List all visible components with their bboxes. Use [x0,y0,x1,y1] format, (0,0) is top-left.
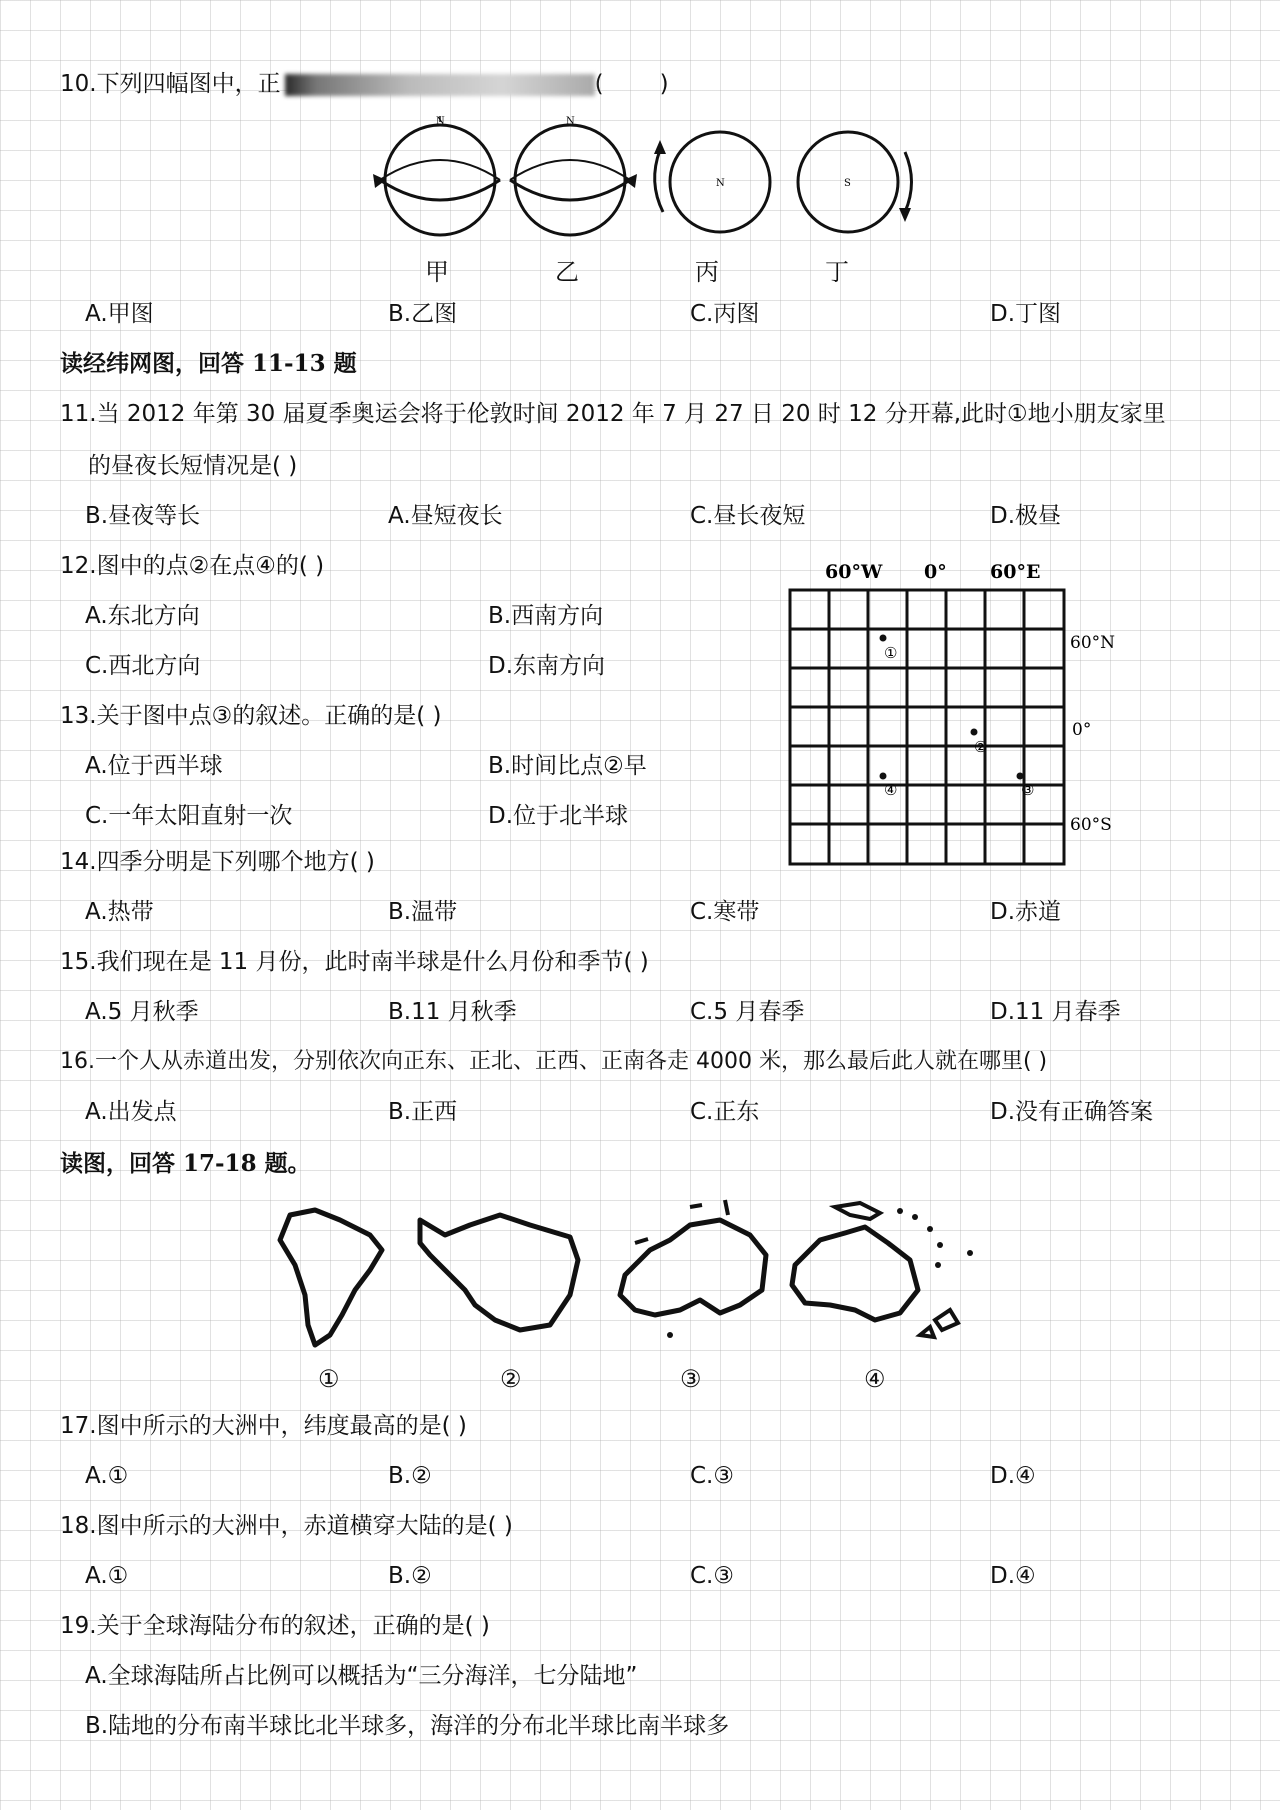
globe-ding-rotation-arrow [905,152,912,212]
continent-label-1: ① [318,1365,340,1393]
q11-option-c[interactable]: C.昼长夜短 [690,503,806,529]
q13-option-a[interactable]: A.位于西半球 [85,753,223,779]
q11-stem-line2: 的昼夜长短情况是( ) [88,453,298,479]
pole-label: S [844,178,851,189]
q10-option-a[interactable]: A.甲图 [85,301,154,327]
q16-option-b[interactable]: B.正西 [388,1099,458,1125]
point-label-4: ④ [884,781,898,799]
section-heading-11-13: 读经纬网图，回答 11-13 题 [60,350,357,377]
globe-jia [385,125,495,235]
globes-figure [370,110,920,250]
continents-figure [270,1195,1010,1355]
q14-stem: 14.四季分明是下列哪个地方( ) [60,849,375,875]
point-label-2: ② [974,738,988,756]
figure-label-yi: 乙 [555,258,579,286]
q15-option-b[interactable]: B.11 月秋季 [388,999,517,1025]
continent-label-4: ④ [864,1365,886,1393]
q13-option-d[interactable]: D.位于北半球 [488,803,629,829]
q14-option-c[interactable]: C.寒带 [690,899,760,925]
pole-label: N [716,178,725,189]
q12-option-a[interactable]: A.东北方向 [85,603,200,629]
continent-label-3: ③ [680,1365,702,1393]
q19-option-a[interactable]: A.全球海陆所占比例可以概括为“三分海洋，七分陆地” [85,1663,638,1689]
q14-option-d[interactable]: D.赤道 [990,899,1062,925]
q10-option-d[interactable]: D.丁图 [990,301,1062,327]
q16-stem: 16.一个人从赤道出发，分别依次向正东、正北、正西、正南各走 4000 米，那么最后此人就在哪里( ) [60,1049,1048,1074]
pole-label: N [566,116,575,127]
point-label-1: ① [884,644,898,662]
q16-option-c[interactable]: C.正东 [690,1099,760,1125]
q10-option-c[interactable]: C.丙图 [690,301,760,327]
continent-1-outline [280,1210,382,1345]
q18-stem: 18.图中所示的大洲中，赤道横穿大陆的是( ) [60,1513,513,1539]
q12-option-d[interactable]: D.东南方向 [488,653,606,679]
globe-yi [515,125,625,235]
q12-stem: 12.图中的点②在点④的( ) [60,553,325,579]
q15-stem: 15.我们现在是 11 月份，此时南半球是什么月份和季节( ) [60,949,649,975]
latitude-label-0: 0° [1072,720,1092,740]
section-heading-17-18: 读图，回答 17-18 题。 [60,1150,311,1177]
q11-stem-line1: 11.当 2012 年第 30 届夏季奥运会将于伦敦时间 2012 年 7 月 27 日 20 时 12 分开幕,此时①地小朋友家里 [60,401,1166,427]
latitude-label-60n: 60°N [1070,633,1116,653]
continent-3-outline [620,1220,766,1315]
q15-option-d[interactable]: D.11 月春季 [990,999,1121,1025]
q18-option-c[interactable]: C.③ [690,1563,734,1589]
q19-option-b[interactable]: B.陆地的分布南半球比北半球多，海洋的分布北半球比南半球多 [85,1713,730,1739]
continent-4-outline [792,1227,918,1320]
q17-option-b[interactable]: B.② [388,1463,432,1489]
q19-stem: 19.关于全球海陆分布的叙述，正确的是( ) [60,1613,490,1639]
q12-option-c[interactable]: C.西北方向 [85,653,201,679]
globe-yi-rotation-arrow [510,180,630,200]
longitude-label-60w: 60°W [825,561,883,583]
q17-option-c[interactable]: C.③ [690,1463,734,1489]
q11-option-a[interactable]: A.昼短夜长 [388,503,503,529]
latitude-label-60s: 60°S [1070,815,1112,835]
q11-option-d[interactable]: D.极昼 [990,503,1062,529]
globe-jia-rotation-arrow [380,180,500,200]
q11-option-b[interactable]: B.昼夜等长 [85,503,201,529]
point-label-3: ③ [1021,781,1035,799]
q13-stem: 13.关于图中点③的叙述。正确的是( ) [60,703,442,729]
lat-long-grid-map [780,560,1120,880]
globe-bing-rotation-arrow [655,150,663,212]
redacted-text [285,74,595,96]
q13-option-b[interactable]: B.时间比点②早 [488,753,647,779]
q16-option-d[interactable]: D.没有正确答案 [990,1099,1154,1125]
figure-label-ding: 丁 [825,258,849,286]
pole-label: N [436,116,445,127]
figure-label-jia: 甲 [425,258,449,286]
figure-label-bing: 丙 [695,258,719,286]
q18-option-a[interactable]: A.① [85,1563,129,1589]
longitude-label-0: 0° [924,561,947,583]
continent-label-2: ② [500,1365,522,1393]
q10-stem: 10.下列四幅图中，正 ( ) [60,71,669,97]
longitude-label-60e: 60°E [990,561,1041,583]
q14-option-b[interactable]: B.温带 [388,899,458,925]
q14-option-a[interactable]: A.热带 [85,899,154,925]
q13-option-c[interactable]: C.一年太阳直射一次 [85,803,293,829]
q16-option-a[interactable]: A.出发点 [85,1099,177,1125]
q18-option-b[interactable]: B.② [388,1563,432,1589]
q15-option-a[interactable]: A.5 月秋季 [85,999,199,1025]
q17-stem: 17.图中所示的大洲中，纬度最高的是( ) [60,1413,467,1439]
q12-option-b[interactable]: B.西南方向 [488,603,604,629]
q17-option-d[interactable]: D.④ [990,1463,1036,1489]
continent-2-outline [420,1215,578,1330]
q10-option-b[interactable]: B.乙图 [388,301,458,327]
q17-option-a[interactable]: A.① [85,1463,129,1489]
q15-option-c[interactable]: C.5 月春季 [690,999,805,1025]
q18-option-d[interactable]: D.④ [990,1563,1036,1589]
